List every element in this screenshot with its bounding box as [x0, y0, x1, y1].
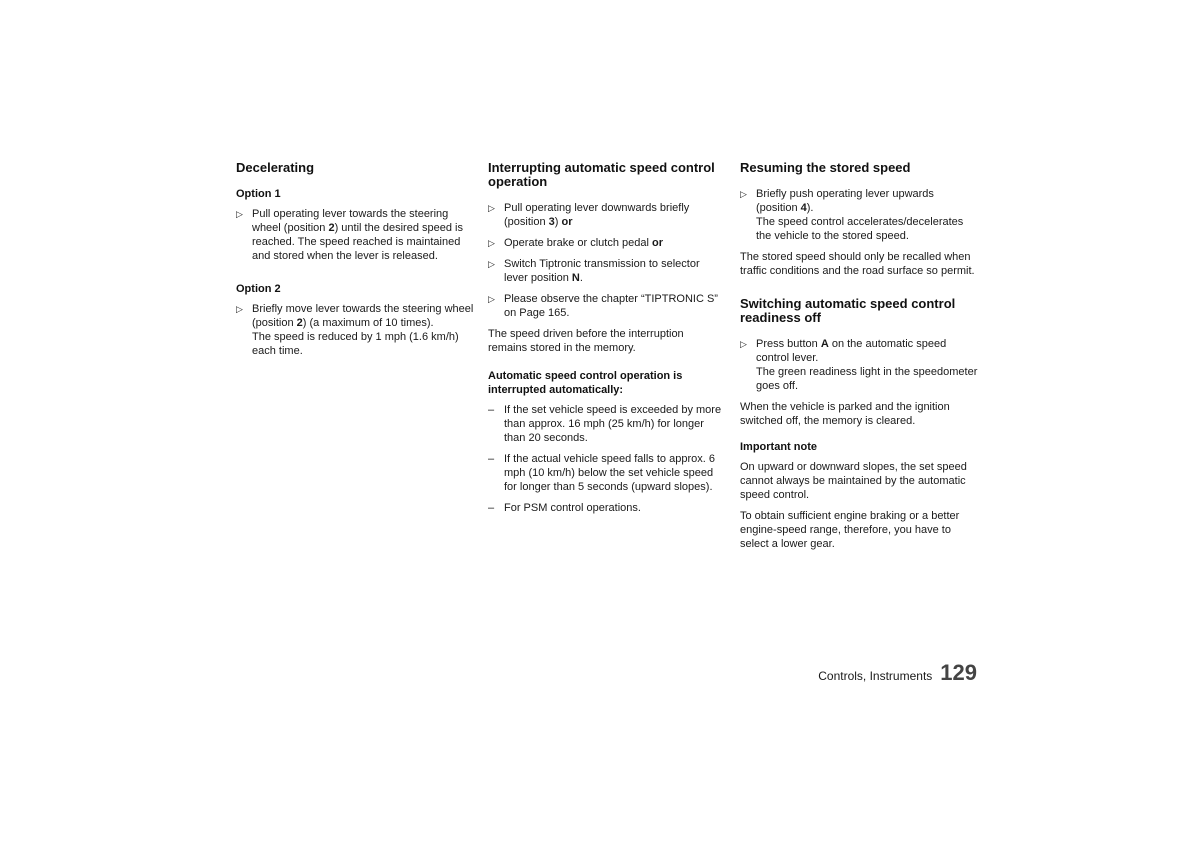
- auto-interrupt-list: [488, 403, 724, 515]
- dash-bullet-icon: –: [488, 502, 495, 514]
- triangle-bullet-icon: ▷: [740, 189, 747, 199]
- list-item: ▷ Briefly move lever towards the steering wheel (position 2) (a maximum of 10 times). The speed is reduced by 1 mph (1.6 km/h) each time.: [236, 303, 474, 357]
- column-decelerating: [236, 161, 474, 365]
- paragraph-slopes: On upward or downward slopes, the set speed cannot always be maintained by the automatic speed control.: [740, 461, 967, 501]
- paragraph-engine-braking: To obtain sufficient engine braking or a better engine-speed range, therefore, you have to select a lower gear.: [740, 510, 960, 550]
- list-item: ▷ Switch Tiptronic transmission to selector lever position N.: [488, 258, 700, 284]
- heading-decelerating: Decelerating: [236, 160, 315, 175]
- list-item: – If the actual vehicle speed falls to approx. 6 mph (10 km/h) below the set vehicle speed for longer than 5 seconds (upward slopes).: [488, 453, 715, 493]
- list-item: ▷ Pull operating lever downwards briefly (position 3) or: [488, 202, 690, 228]
- subheading-interrupted-automatically: Automatic speed control operation is interrupted automatically:: [488, 370, 683, 396]
- switch-off-list: [740, 337, 978, 393]
- interrupt-list: [488, 201, 724, 320]
- triangle-bullet-icon: ▷: [488, 203, 495, 213]
- subheading-option-1: Option 1: [236, 188, 281, 200]
- triangle-bullet-icon: ▷: [236, 209, 243, 219]
- paragraph-stored-memory: The speed driven before the interruption remains stored in the memory.: [488, 328, 684, 354]
- resume-list: [740, 187, 978, 243]
- heading-switching-off: Switching automatic speed control readiness off: [740, 296, 956, 325]
- list-item: ▷ Pull operating lever towards the steering wheel (position 2) until the desired speed is reached. The speed reached is maintained and stored when the lever is released.: [236, 208, 463, 262]
- option-2-list: [236, 302, 474, 358]
- section-title: Controls, Instruments: [818, 669, 933, 683]
- triangle-bullet-icon: ▷: [488, 294, 495, 304]
- list-item: ▷ Operate brake or clutch pedal or: [488, 237, 663, 249]
- page-number: 129: [940, 660, 977, 685]
- triangle-bullet-icon: ▷: [236, 304, 243, 314]
- column-interrupting: [488, 161, 724, 522]
- heading-interrupting: Interrupting automatic speed control operation: [488, 160, 715, 189]
- triangle-bullet-icon: ▷: [740, 339, 747, 349]
- page-footer: [700, 660, 977, 688]
- list-item: – If the set vehicle speed is exceeded by more than approx. 16 mph (25 km/h) for longer than 20 seconds.: [488, 404, 722, 444]
- list-item: ▷ Please observe the chapter “TIPTRONIC S” on Page 165.: [488, 293, 718, 319]
- triangle-bullet-icon: ▷: [488, 238, 495, 248]
- option-1-list: [236, 207, 474, 263]
- heading-resuming: Resuming the stored speed: [740, 160, 911, 175]
- subheading-important-note: Important note: [740, 441, 817, 453]
- dash-bullet-icon: –: [488, 453, 495, 465]
- triangle-bullet-icon: ▷: [488, 259, 495, 269]
- dash-bullet-icon: –: [488, 404, 495, 416]
- paragraph-memory-cleared: When the vehicle is parked and the ignition switched off, the memory is cleared.: [740, 401, 950, 427]
- list-item: – For PSM control operations.: [488, 502, 641, 514]
- list-item: ▷ Press button A on the automatic speed control lever. The green readiness light in the speedometer goes off.: [740, 338, 978, 392]
- subheading-option-2: Option 2: [236, 283, 281, 295]
- paragraph-recall-speed: The stored speed should only be recalled when traffic conditions and the road surface so permit.: [740, 251, 975, 277]
- column-resuming: [740, 161, 978, 558]
- list-item: ▷ Briefly push operating lever upwards (position 4). The speed control accelerates/decelerates the vehicle to the stored speed.: [740, 188, 964, 242]
